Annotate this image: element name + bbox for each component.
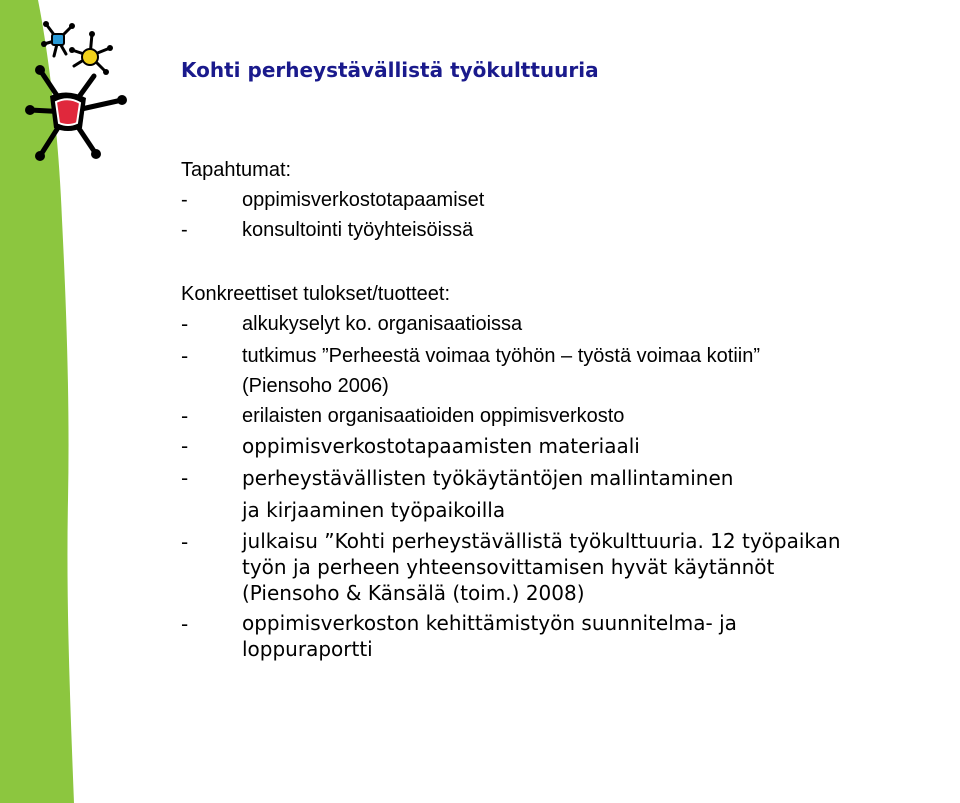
list-dash: - — [181, 312, 189, 336]
list-item-text: alkukyselyt ko. organisaatioissa — [242, 313, 523, 335]
list-item-text: oppimisverkostotapaamiset — [242, 189, 485, 211]
list-item-line: oppimisverkoston kehittämistyön suunnitelma- ja — [242, 611, 737, 635]
list-item-text: erilaisten organisaatioiden oppimisverkosto — [242, 405, 625, 427]
events-heading: Tapahtumat: — [181, 159, 292, 181]
list-item-line: loppuraportti — [242, 637, 373, 661]
list-dash: - — [181, 530, 189, 554]
results-heading: Konkreettiset tulokset/tuotteet: — [181, 283, 451, 305]
list-dash: - — [181, 219, 188, 241]
list-item — [181, 186, 956, 214]
list-item-text: konsultointi työyhteisöissä — [242, 219, 474, 241]
list-item — [181, 216, 956, 244]
list-item-line: (Piensoho & Känsälä (toim.) 2008) — [242, 581, 585, 605]
list-item — [181, 528, 956, 606]
list-item-text — [242, 528, 956, 606]
events-section — [181, 156, 956, 244]
list-dash: - — [181, 189, 188, 211]
list-item-line: ja kirjaaminen työpaikoilla — [242, 498, 506, 522]
list-dash: - — [181, 466, 189, 490]
list-dash: - — [181, 404, 189, 428]
list-item — [181, 432, 956, 460]
page-title: Kohti perheystävällistä työkulttuuria — [181, 58, 599, 82]
list-item — [181, 610, 956, 662]
list-item-line: työn ja perheen yhteensovittamisen hyvät käytännöt — [242, 555, 775, 579]
list-item — [181, 402, 956, 430]
list-item-line: (Piensoho 2006) — [242, 375, 389, 397]
list-item-text — [242, 464, 956, 524]
list-item-text — [242, 342, 956, 400]
list-item-line: julkaisu ”Kohti perheystävällistä työkulttuuria. 12 työpaikan — [242, 529, 841, 553]
list-item — [181, 464, 956, 524]
list-item — [181, 342, 956, 400]
list-item-line: perheystävällisten työkäytäntöjen mallintaminen — [242, 466, 734, 490]
list-dash: - — [181, 344, 189, 368]
list-item-text — [242, 610, 956, 662]
list-item-line: tutkimus ”Perheestä voimaa työhön – työstä voimaa kotiin” — [242, 345, 761, 367]
results-section — [181, 280, 956, 662]
list-item — [181, 310, 956, 338]
list-item-text: oppimisverkostotapaamisten materiaali — [242, 434, 640, 458]
list-dash: - — [181, 612, 189, 636]
logo-figures-icon — [0, 0, 140, 170]
list-dash: - — [181, 434, 189, 458]
